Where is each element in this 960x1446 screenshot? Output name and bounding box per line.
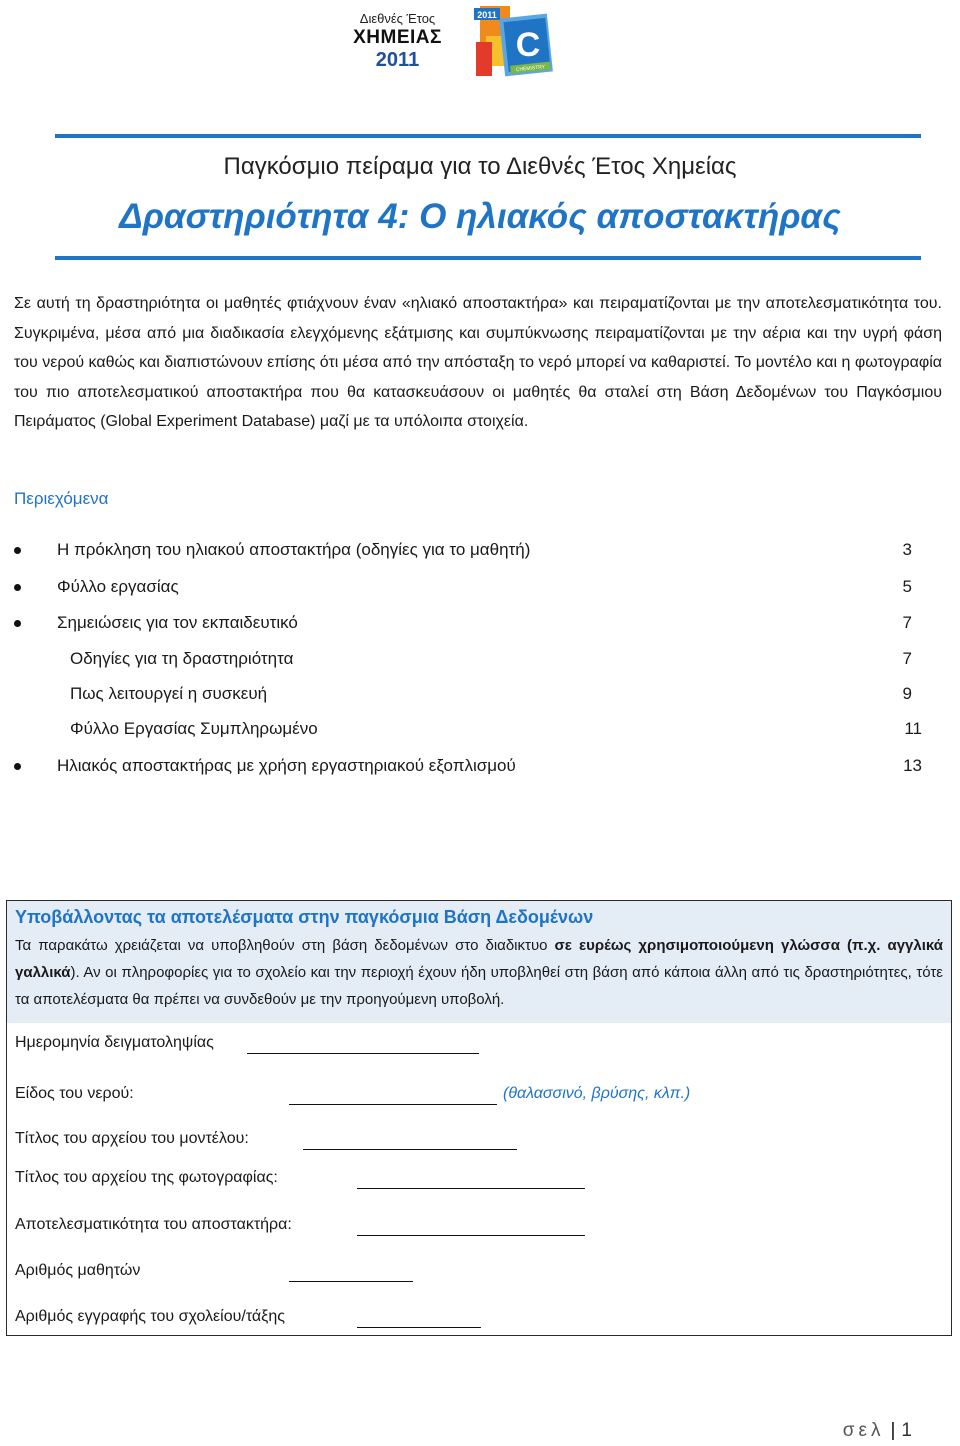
field-label-water-type: Είδος του νερού: [15, 1085, 134, 1102]
header-top-rule [55, 134, 921, 138]
logo-badge-letter: C [515, 26, 541, 64]
toc-item[interactable] [0, 756, 960, 780]
page-title: Δραστηριότητα 4: Ο ηλιακός αποστακτήρας [119, 197, 841, 236]
submission-text-bold: σε ευρέως χρησιμοποιούμενη γλώσσα (π.χ. αγγλικά γαλλικά [15, 937, 943, 981]
toc-item-page: 13 [903, 756, 922, 775]
toc-subitem-page: 11 [904, 719, 922, 738]
logo-line-3: 2011 [375, 49, 420, 71]
toc-item-label: Η πρόκληση του ηλιακού αποστακτήρα (οδηγίες για το μαθητή) [57, 540, 531, 559]
submission-box [6, 900, 952, 1336]
submission-text-a: Τα παρακάτω χρειάζεται να υποβληθούν στη βάση δεδομένων στο διαδικτυο [15, 937, 555, 954]
logo-line-1: Διεθνές Έτος [359, 11, 436, 26]
efficiency-field[interactable] [357, 1235, 585, 1236]
toc-subitem[interactable] [0, 684, 960, 708]
photo-file-field[interactable] [357, 1188, 585, 1189]
toc-subitem[interactable] [0, 719, 960, 743]
field-label-efficiency: Αποτελεσματικότητα του αποστακτήρα: [15, 1216, 292, 1233]
bullet-icon [14, 547, 21, 554]
toc-item-page: 3 [902, 540, 912, 559]
toc-item[interactable] [0, 540, 960, 564]
toc-subitem-label: Οδηγίες για τη δραστηριότητα [70, 649, 294, 668]
field-label-school-id: Αριθμός εγγραφής του σχολείου/τάξης [15, 1308, 285, 1325]
toc-item-label: Φύλλο εργασίας [57, 577, 179, 596]
bullet-icon [14, 584, 21, 591]
toc-item-label: Σημειώσεις για τον εκπαιδευτικό [57, 613, 298, 632]
field-label-photo-file: Τίτλος του αρχείου της φωτογραφίας: [15, 1169, 278, 1186]
bullet-icon [14, 763, 21, 770]
water-type-hint: (θαλασσινό, βρύσης, κλπ.) [503, 1085, 691, 1102]
toc-subitem-label: Πως λειτουργεί η συσκευή [70, 684, 268, 703]
logo-badge-year: 2011 [477, 10, 497, 20]
submission-text-c: ). Αν οι πληροφορίες για το σχολείο και την περιοχή έχουν ήδη υποβληθεί στη βάση από κάποια άλλη από τις δραστηριότητες, τότε τα αποτελέσματα θα πρέπει να συνδεθούν με την προηγούμενη υποβολή. [15, 964, 943, 1008]
page-number: σελ | 1 [842, 1420, 912, 1441]
page-number-label: σελ [842, 1420, 885, 1441]
model-file-field[interactable] [303, 1149, 517, 1150]
field-label-model-file: Τίτλος του αρχείου του μοντέλου: [15, 1130, 249, 1147]
submission-title: Υποβάλλοντας τα αποτελέσματα στην παγκόσμια Βάση Δεδομένων [15, 907, 594, 927]
student-count-field[interactable] [289, 1281, 413, 1282]
intro-paragraph: Σε αυτή τη δραστηριότητα οι μαθητές φτιάχνουν έναν «ηλιακό αποστακτήρα» και πειραματίζονται με την αποτελεσματικότητα του. Συγκριμένα, μέσα από μια διαδικασία ελεγχόμενης εξάτμισης και συμπύκνωσης πειραματίζονται με την αέρια και την υγρή φάση του νερού καθώς και διαπιστώνουν επίσης ότι μέσα από την απόσταξη το νερό μπορεί να καθαριστεί. Το μοντέλο και η φωτογραφία του πιο αποτελεσματικού αποστακτήρα που θα κατασκευάσουν οι μαθητές θα σταλεί στη Βάση Δεδομένων του Παγκόσμιου Πειράματος (Global Experiment Database) μαζί με τα υπόλοιπα στοιχεία. [14, 295, 942, 430]
sampling-date-field[interactable] [247, 1053, 479, 1054]
toc-subitem[interactable] [0, 649, 960, 673]
toc-subitem-label: Φύλλο Εργασίας Συμπληρωμένο [70, 719, 318, 738]
page-subtitle: Παγκόσμιο πείραμα για το Διεθνές Έτος Χημείας [223, 153, 737, 180]
submission-instructions [15, 932, 943, 1013]
toc-subitem-page: 7 [902, 649, 912, 668]
logo-text [340, 12, 455, 70]
toc-subitem-page: 9 [902, 684, 912, 703]
bullet-icon [14, 620, 21, 627]
school-id-field[interactable] [357, 1327, 481, 1328]
water-type-field[interactable] [289, 1104, 497, 1105]
page-number-value: 1 [901, 1420, 912, 1441]
chemistry-year-logo-icon [472, 2, 564, 78]
toc-item[interactable] [0, 613, 960, 637]
toc-item-page: 5 [902, 577, 912, 596]
logo-badge-word: CHEMISTRY [515, 64, 546, 74]
toc-item-page: 7 [902, 613, 912, 632]
logo-line-2: ΧΗΜΕΙΑΣ [353, 27, 442, 48]
header-bottom-rule [55, 256, 921, 260]
contents-heading: Περιεχόμενα [14, 489, 109, 508]
field-label-student-count: Αριθμός μαθητών [15, 1262, 141, 1279]
toc-item[interactable] [0, 577, 960, 601]
toc-item-label: Ηλιακός αποστακτήρας με χρήση εργαστηριακού εξοπλισμού [57, 756, 516, 775]
field-label-sampling-date: Ημερομηνία δειγματοληψίας [15, 1034, 214, 1051]
